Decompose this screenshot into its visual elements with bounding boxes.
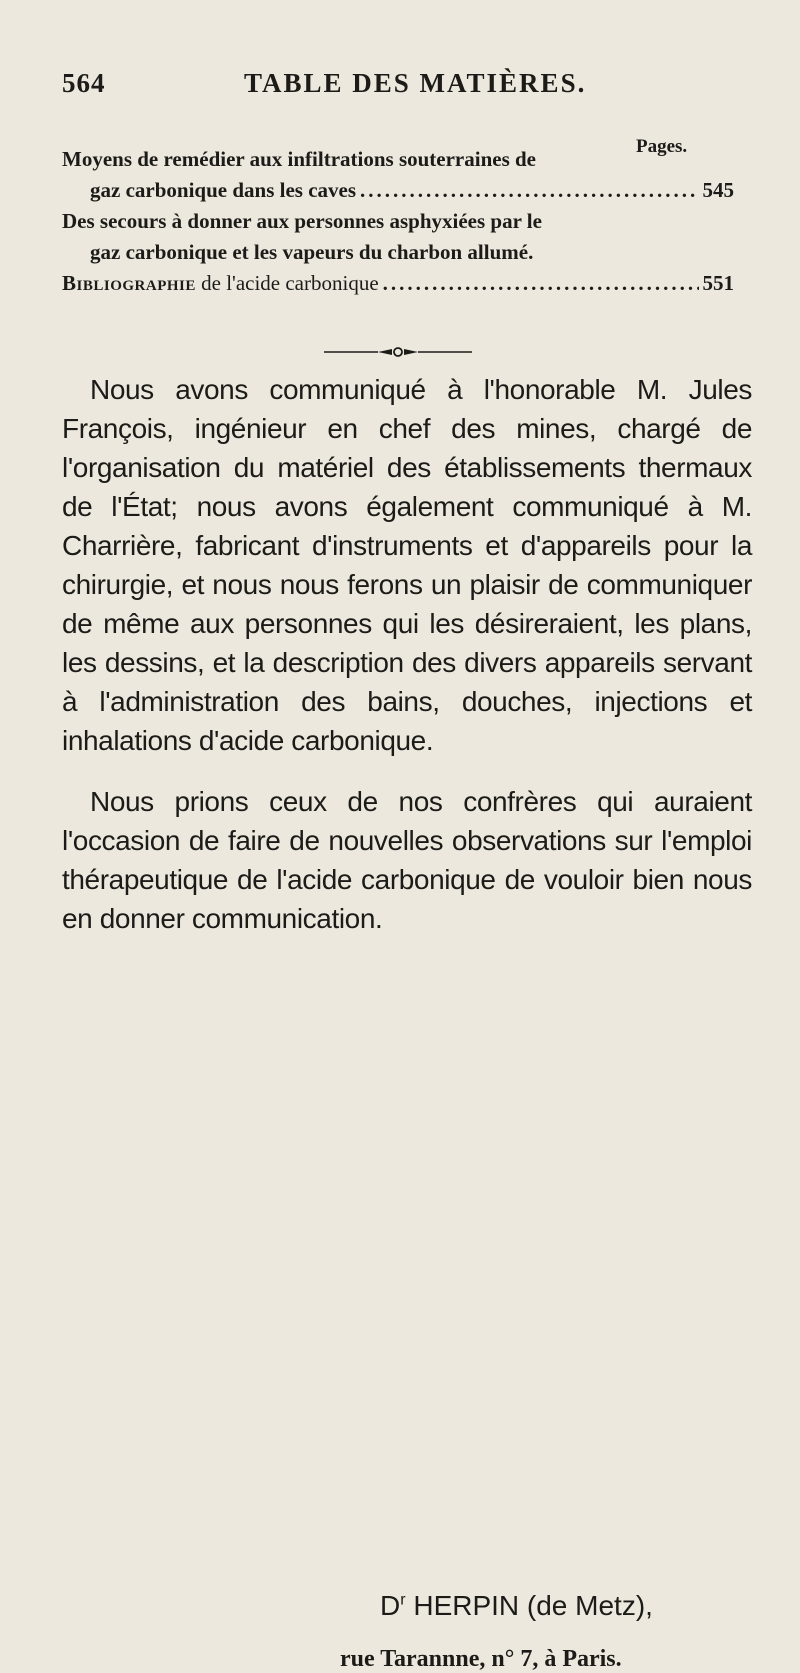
pages-column-label: Pages. <box>636 136 688 157</box>
divider-ornament <box>318 346 478 358</box>
toc-line: Bibliographie de l'acide carbonique ..... 551 <box>62 268 734 299</box>
toc-entry <box>62 206 734 268</box>
toc-page-number: 551 <box>702 271 734 295</box>
leader-dots <box>383 268 699 299</box>
toc-line: gaz carbonique et les vapeurs du charbon allumé. <box>90 240 534 264</box>
table-of-contents <box>62 140 734 299</box>
page-number: 564 <box>62 68 106 98</box>
toc-line: gaz carbonique dans les caves ..... 545 <box>62 175 734 206</box>
page-header <box>62 68 752 104</box>
toc-line: Moyens de remédier aux infiltrations souterraines de <box>62 147 537 171</box>
toc-entry <box>62 268 734 299</box>
toc-line: Des secours à donner aux personnes asphyxiées par le <box>62 209 542 233</box>
author-name: $D^r$ HERPIN (de Metz), <box>380 1590 653 1621</box>
toc-page-number: 545 <box>702 178 734 202</box>
paragraph: Nous prions ceux de nos confrères qui auraient l'occasion de faire de nouvelles observations sur l'emploi thérapeutique de l'acide carbonique de vouloir bien nous en donner communication. <box>62 786 752 934</box>
bibliography-label: Bibliographie <box>62 271 196 295</box>
paragraph: Nous avons communiqué à l'honorable M. Jules François, ingénieur en chef des mines, chargé de l'organisation du matériel des établissements thermaux de l'État; nous avons également communiqué à M. Charrière, fabricant d'instruments et d'appareils pour la chirurgie, et nous nous ferons un plaisir de communiquer de même aux personnes qui les désireraient, les plans, les dessins, et la description des divers appareils servant à l'administration des bains, douches, injections et inhalations d'acide carbonique. <box>62 374 752 756</box>
toc-entry <box>62 144 734 206</box>
body-text <box>62 370 752 1672</box>
running-title: TABLE DES MATIÈRES. <box>244 68 587 98</box>
author-address: rue Tarannne, n° 7, à Paris. <box>340 1646 622 1672</box>
leader-dots <box>360 175 698 206</box>
